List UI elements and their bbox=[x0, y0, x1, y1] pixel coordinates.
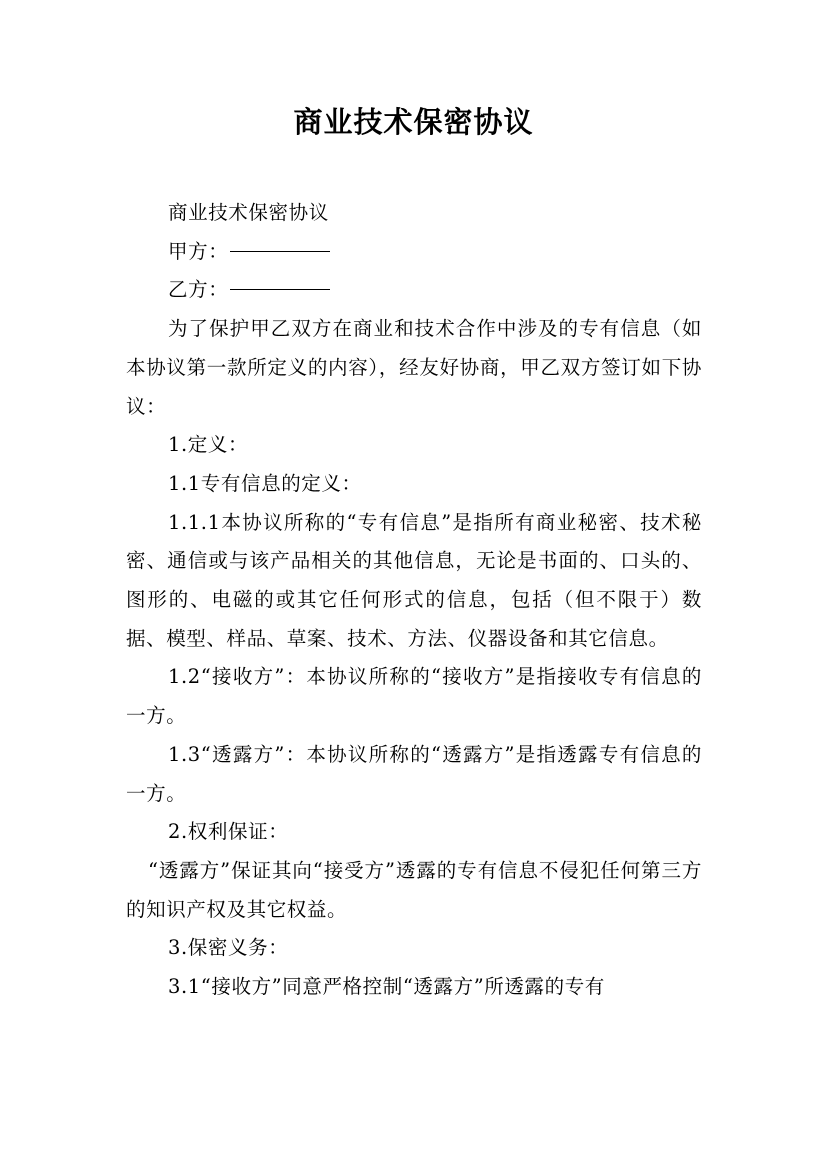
section-1-1-heading: 1.1专有信息的定义： bbox=[168, 471, 362, 495]
section-1-1-1-paragraph: 1.1.1本协议所称的“专有信息”是指所有商业秘密、技术秘密、通信或与该产品相关的其他信息，无论是书面的、口头的、图形的、电磁的或其它任何形式的信息，包括（但不限于）数据、模型、样品、草案、技术、方法、仪器设备和其它信息。 bbox=[126, 510, 702, 650]
section-2-heading: 2.权利保证： bbox=[168, 820, 289, 844]
section-2-paragraph: “透露方”保证其向“接受方”透露的专有信息不侵犯任何第三方的知识产权及其它权益。 bbox=[126, 858, 702, 921]
party-a-blank bbox=[230, 250, 330, 252]
party-a-line bbox=[126, 233, 702, 272]
section-3-heading: 3.保密义务： bbox=[168, 936, 289, 960]
party-b-label: 乙方： bbox=[168, 278, 229, 302]
section-3-1-paragraph: 3.1“接收方”同意严格控制“透露方”所透露的专有 bbox=[168, 975, 605, 999]
intro-paragraph: 为了保护甲乙双方在商业和技术合作中涉及的专有信息（如本协议第一款所定义的内容），经友好协商，甲乙双方签订如下协议： bbox=[126, 317, 702, 418]
party-b-blank bbox=[230, 288, 330, 290]
document-title: 商业技术保密协议 bbox=[293, 105, 534, 139]
party-a-label: 甲方： bbox=[168, 239, 229, 263]
heading-repeat: 商业技术保密协议 bbox=[168, 201, 329, 224]
party-b-line bbox=[126, 271, 702, 310]
section-1-2-paragraph: 1.2“接收方”：本协议所称的“接收方”是指接收专有信息的一方。 bbox=[126, 665, 702, 728]
section-1-3-paragraph: 1.3“透露方”：本协议所称的“透露方”是指透露专有信息的一方。 bbox=[126, 742, 702, 805]
document-body bbox=[126, 194, 702, 1007]
section-1-heading: 1.定义： bbox=[168, 433, 249, 457]
